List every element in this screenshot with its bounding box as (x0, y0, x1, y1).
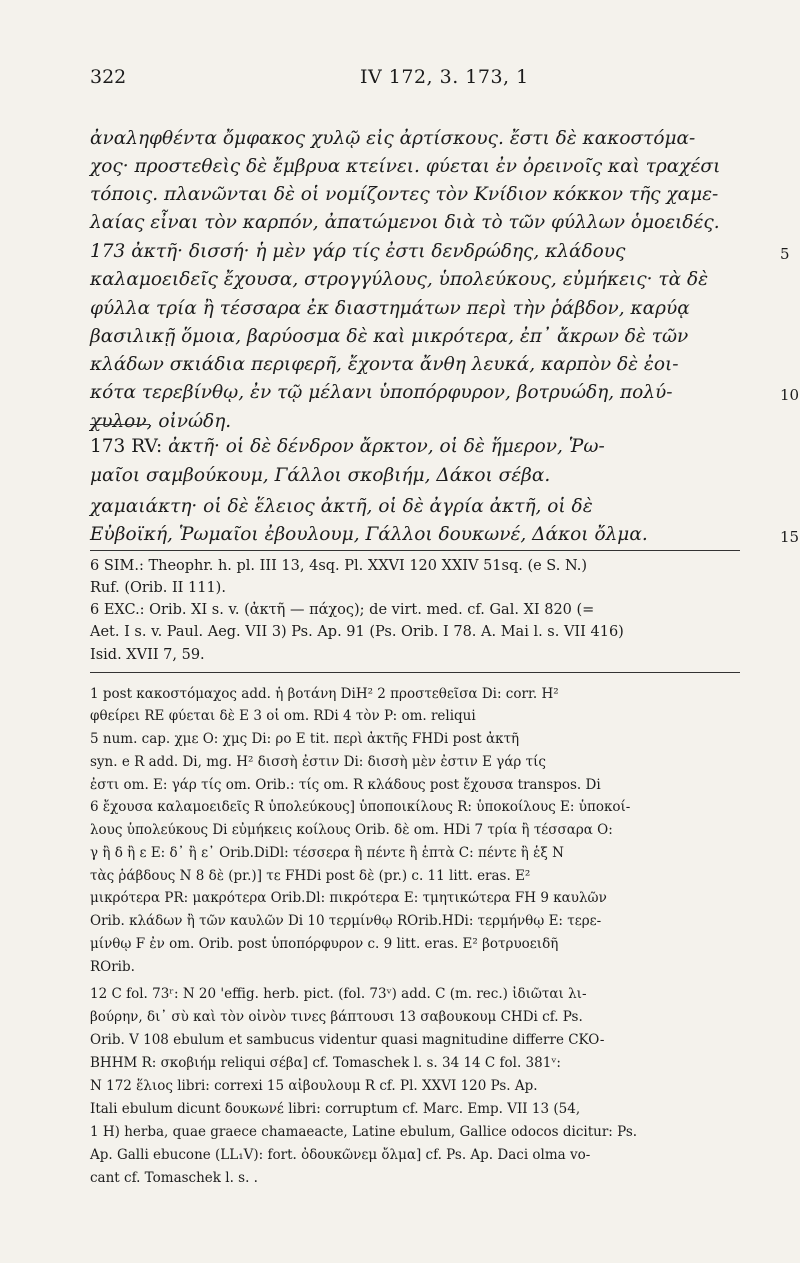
rule (90, 672, 740, 673)
variant-line: Εὐβοϊκή, Ῥωμαῖοι ἐβουλουμ, Γάλλοι δουκωνέ, Δάκοι ὄλμα. (90, 524, 648, 545)
main-line: φύλλα τρία ἢ τέσσαρα ἐκ διαστημάτων περὶ τὴν ῥάβδον, καρύᾳ (90, 298, 690, 319)
apparatus-line: 1 post κακοστόμαχος add. ἡ βοτάνη DiH² 2 προστεθεῖσα Di: corr. H² (90, 686, 559, 702)
variant-label: 173 RV: (90, 436, 163, 457)
main-line: τόποις. πλανῶνται δὲ οἱ νομίζοντες τὸν Κνίδιον κόκκον τῆς χαμε- (90, 184, 719, 205)
apparatus-line: Orib. V 108 ebulum et sambucus videntur quasi magnitudine differre CKO- (90, 1032, 605, 1048)
similia-line: Aet. I s. v. Paul. Aeg. VII 3) Ps. Ap. 91 (Ps. Orib. I 78. A. Mai l. s. VII 416) (90, 624, 624, 640)
rule (90, 550, 740, 551)
apparatus-line: τὰς ῥάβδους N 8 δὲ (pr.)] τε FHDi post δὲ (pr.) c. 11 litt. eras. E² (90, 868, 531, 884)
main-line: ἀναληφθέντα ὄμφακος χυλῷ εἰς ἀρτίσκους. ἔστι δὲ κακοστόμα- (90, 128, 696, 149)
apparatus-line: λους ὑπολεύκους Di εὐμήκεις κοίλους Orib. δὲ om. HDi 7 τρία ἢ τέσσαρα O: (90, 822, 613, 838)
running-header (90, 66, 730, 96)
page-number: 322 (90, 66, 127, 88)
apparatus-line: μίνθῳ F ἐν om. Orib. post ὑποπόρφυρον c. 9 litt. eras. E² βοτρυοειδῆ (90, 936, 559, 952)
apparatus-line: φθείρει RE φύεται δὲ E 3 οἱ om. RDi 4 τὸν P: om. reliqui (90, 708, 476, 724)
apparatus-line: BHHM R: σκοβιήμ reliqui σέβα] cf. Tomaschek l. s. 34 14 C fol. 381ᵛ: (90, 1055, 561, 1071)
main-line: βασιλικῇ ὅμοια, βαρύοσμα δὲ καὶ μικρότερα, ἐπ᾽ ἄκρων δὲ τῶν (90, 326, 689, 347)
apparatus-line: 5 num. cap. χμε O: χμς Di: ρο E tit. περὶ ἀκτῆς FHDi post ἀκτῆ (90, 731, 520, 747)
apparatus-line: γ ἢ δ ἢ ε E: δ᾽ ἢ ε᾽ Orib.DiDl: τέσσερα ἢ πέντε ἢ ἑπτὰ C: πέντε ἢ ἑξ N (90, 845, 564, 861)
short-rule (90, 424, 150, 425)
line-number: 15 (780, 528, 800, 546)
apparatus-line: Ap. Galli ebucone (LL₁V): fort. ὀδουκῶνεμ ὄλμα] cf. Ps. Ap. Daci olma vo- (90, 1147, 591, 1163)
variant-text: ἀκτῆ· οἱ δὲ δένδρον ἄρκτον, οἱ δὲ ἥμερον, Ῥω- (168, 436, 605, 457)
variant-line: χαμαιάκτη· οἱ δὲ ἕλειος ἀκτῆ, οἱ δὲ ἀγρία ἀκτῆ, οἱ δὲ (90, 496, 593, 517)
main-line: καλαμοειδεῖς ἔχουσα, στρογγύλους, ὑπολεύκους, εὐμήκεις· τὰ δὲ (90, 269, 709, 290)
apparatus-line: N 172 ἕλιος libri: correxi 15 αἰβουλουμ R cf. Pl. XXVI 120 Ps. Ap. (90, 1078, 538, 1094)
main-line: λαίας εἶναι τὸν καρπόν, ἀπατώμενοι διὰ τὸ τῶν φύλλων ὁμοειδές. (90, 212, 720, 233)
apparatus-line: ἐστι om. E: γάρ τίς om. Orib.: τίς om. R κλάδους post ἔχουσα transpos. Di (90, 777, 601, 793)
line-number: 5 (780, 245, 790, 263)
apparatus-line: 1 H) herba, quae graece chamaeacte, Latine ebulum, Gallice odocos dicitur: Ps. (90, 1124, 638, 1140)
variant-line (90, 436, 740, 457)
similia-line: 6 EXC.: Orib. XI s. v. (ἀκτῆ — πάχος); de virt. med. cf. Gal. XI 820 (= (90, 602, 595, 618)
similia-line: Ruf. (Orib. II 111). (90, 580, 226, 596)
apparatus-line: Orib. κλάδων ἢ τῶν καυλῶν Di 10 τερμίνθῳ RОrib.HDi: τερμήνθῳ E: τερε- (90, 913, 602, 929)
running-head: IV 172, 3. 173, 1 (360, 66, 529, 88)
apparatus-line: βούρην, δι᾽ σὺ καὶ τὸν οἰνὸν τινες βάπτουσι 13 σαβουκουμ CHDi cf. Ps. (90, 1009, 583, 1025)
apparatus-line: 12 C fol. 73ʳ: N 20 'effig. herb. pict. (fol. 73ᵛ) add. C (m. rec.) ἰδιῶται λι- (90, 986, 587, 1002)
apparatus-line: cant cf. Tomaschek l. s. . (90, 1170, 258, 1186)
main-line: κλάδων σκιάδια περιφερῆ, ἔχοντα ἄνθη λευκά, καρπὸν δὲ ἐοι- (90, 354, 679, 375)
main-line: κότα τερεβίνθῳ, ἐν τῷ μέλανι ὑποπόρφυρον, βοτρυώδη, πολύ- (90, 382, 673, 403)
line-number: 10 (780, 386, 800, 404)
apparatus-line: 6 ἔχουσα καλαμοειδεῖς R ὑπολεύκους] ὑποποικίλους R: ὑποκοίλους E: ὑποκοί- (90, 799, 631, 815)
apparatus-line: syn. e R add. Di, mg. H² δισσὴ ἐστιν Di: δισσὴ μὲν ἐστιν E γάρ τίς (90, 754, 546, 770)
main-line: χος· προστεθεὶς δὲ ἔμβρυα κτείνει. φύεται ἐν ὀρεινοῖς καὶ τραχέσι (90, 156, 721, 177)
main-line: 173 ἀκτῆ· δισσή· ἡ μὲν γάρ τίς ἐστι δενδρώδης, κλάδους (90, 241, 626, 262)
similia-line: 6 SIM.: Theophr. h. pl. III 13, 4sq. Pl. XXVI 120 XXIV 51sq. (e S. N.) (90, 558, 587, 574)
apparatus-line: μικρότερα PR: μακρότερα Orib.Dl: πικρότερα E: τμητικώτερα FH 9 καυλῶν (90, 890, 607, 906)
similia-line: Isid. XVII 7, 59. (90, 647, 205, 663)
main-line: χυλον, οἰνώδη. (90, 411, 232, 432)
variant-line: μαῖοι σαμβούκουμ, Γάλλοι σκοβιήμ, Δάκοι σέβα. (90, 465, 551, 486)
apparatus-line: ROrib. (90, 959, 135, 975)
apparatus-line: Itali ebulum dicunt δουκωνέ libri: corruptum cf. Marc. Emp. VII 13 (54, (90, 1101, 581, 1117)
